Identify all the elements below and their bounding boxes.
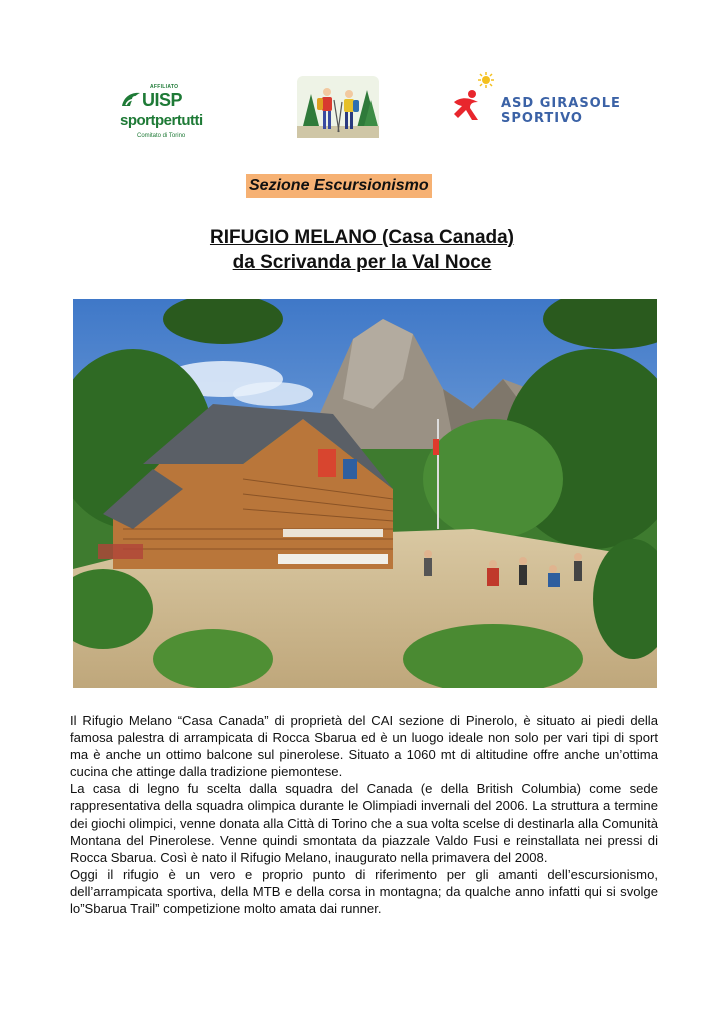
- girasole-figure-icon: [448, 72, 498, 124]
- uisp-tagline: sportpertutti: [120, 112, 203, 129]
- article-body: [70, 712, 658, 917]
- section-label: Sezione Escursionismo: [246, 174, 432, 198]
- body-paragraph: La casa di legno fu scelta dalla squadra del Canada (e della British Columbia) come sede rappresentativa della squadra olimpica durante le Olimpiadi invernali del 2006. La struttura a termine dei giochi olimpici, venne donata alla Città di Torino che a sua volta scelse di destinarla alla Comunità Montana del Pinerolese. Venne quindi smontata da piazzale Valdo Fusi e reinstallata nei pressi di Rocca Sbarua. Così è nato il Rifugio Melano, inaugurato nella primavera del 2008.: [70, 781, 658, 865]
- hikers-illustration-icon: [297, 76, 379, 138]
- body-paragraph: Il Rifugio Melano “Casa Canada” di proprietà del CAI sezione di Pinerolo, è situato ai piedi della famosa palestra di arrampicata di Rocca Sbarua ed è un luogo ideale non solo per vari tipi di sport ma è anche un ottimo balcone sul pinerolese. Situato a 1060 mt di altitudine offre anche un’ottima cucina che attinge dalla tradizione piemontese.: [70, 713, 658, 780]
- uisp-name: UISP: [142, 90, 183, 110]
- mountain-hut-photo: [73, 299, 657, 688]
- uisp-runner-icon: [120, 90, 144, 108]
- uisp-comitato: Comitato di Torino: [137, 133, 186, 139]
- girasole-name: ASD GIRASOLE SPORTIVO: [501, 96, 621, 126]
- page-title: RIFUGIO MELANO (Casa Canada): [209, 227, 515, 248]
- uisp-logo: [120, 84, 210, 148]
- page-subtitle: da Scrivanda per la Val Noce: [232, 252, 492, 273]
- girasole-logo: [448, 72, 658, 128]
- uisp-affiliato-label: AFFILIATO: [150, 84, 179, 90]
- body-paragraph: Oggi il rifugio è un vero e proprio punto di riferimento per gli amanti dell’escursionismo, dell’arrampicata sportiva, della MTB e della corsa in montagna; da qualche anno infatti qui si svolge lo”Sbarua Trail” competizione molto amata dai runner.: [70, 866, 658, 917]
